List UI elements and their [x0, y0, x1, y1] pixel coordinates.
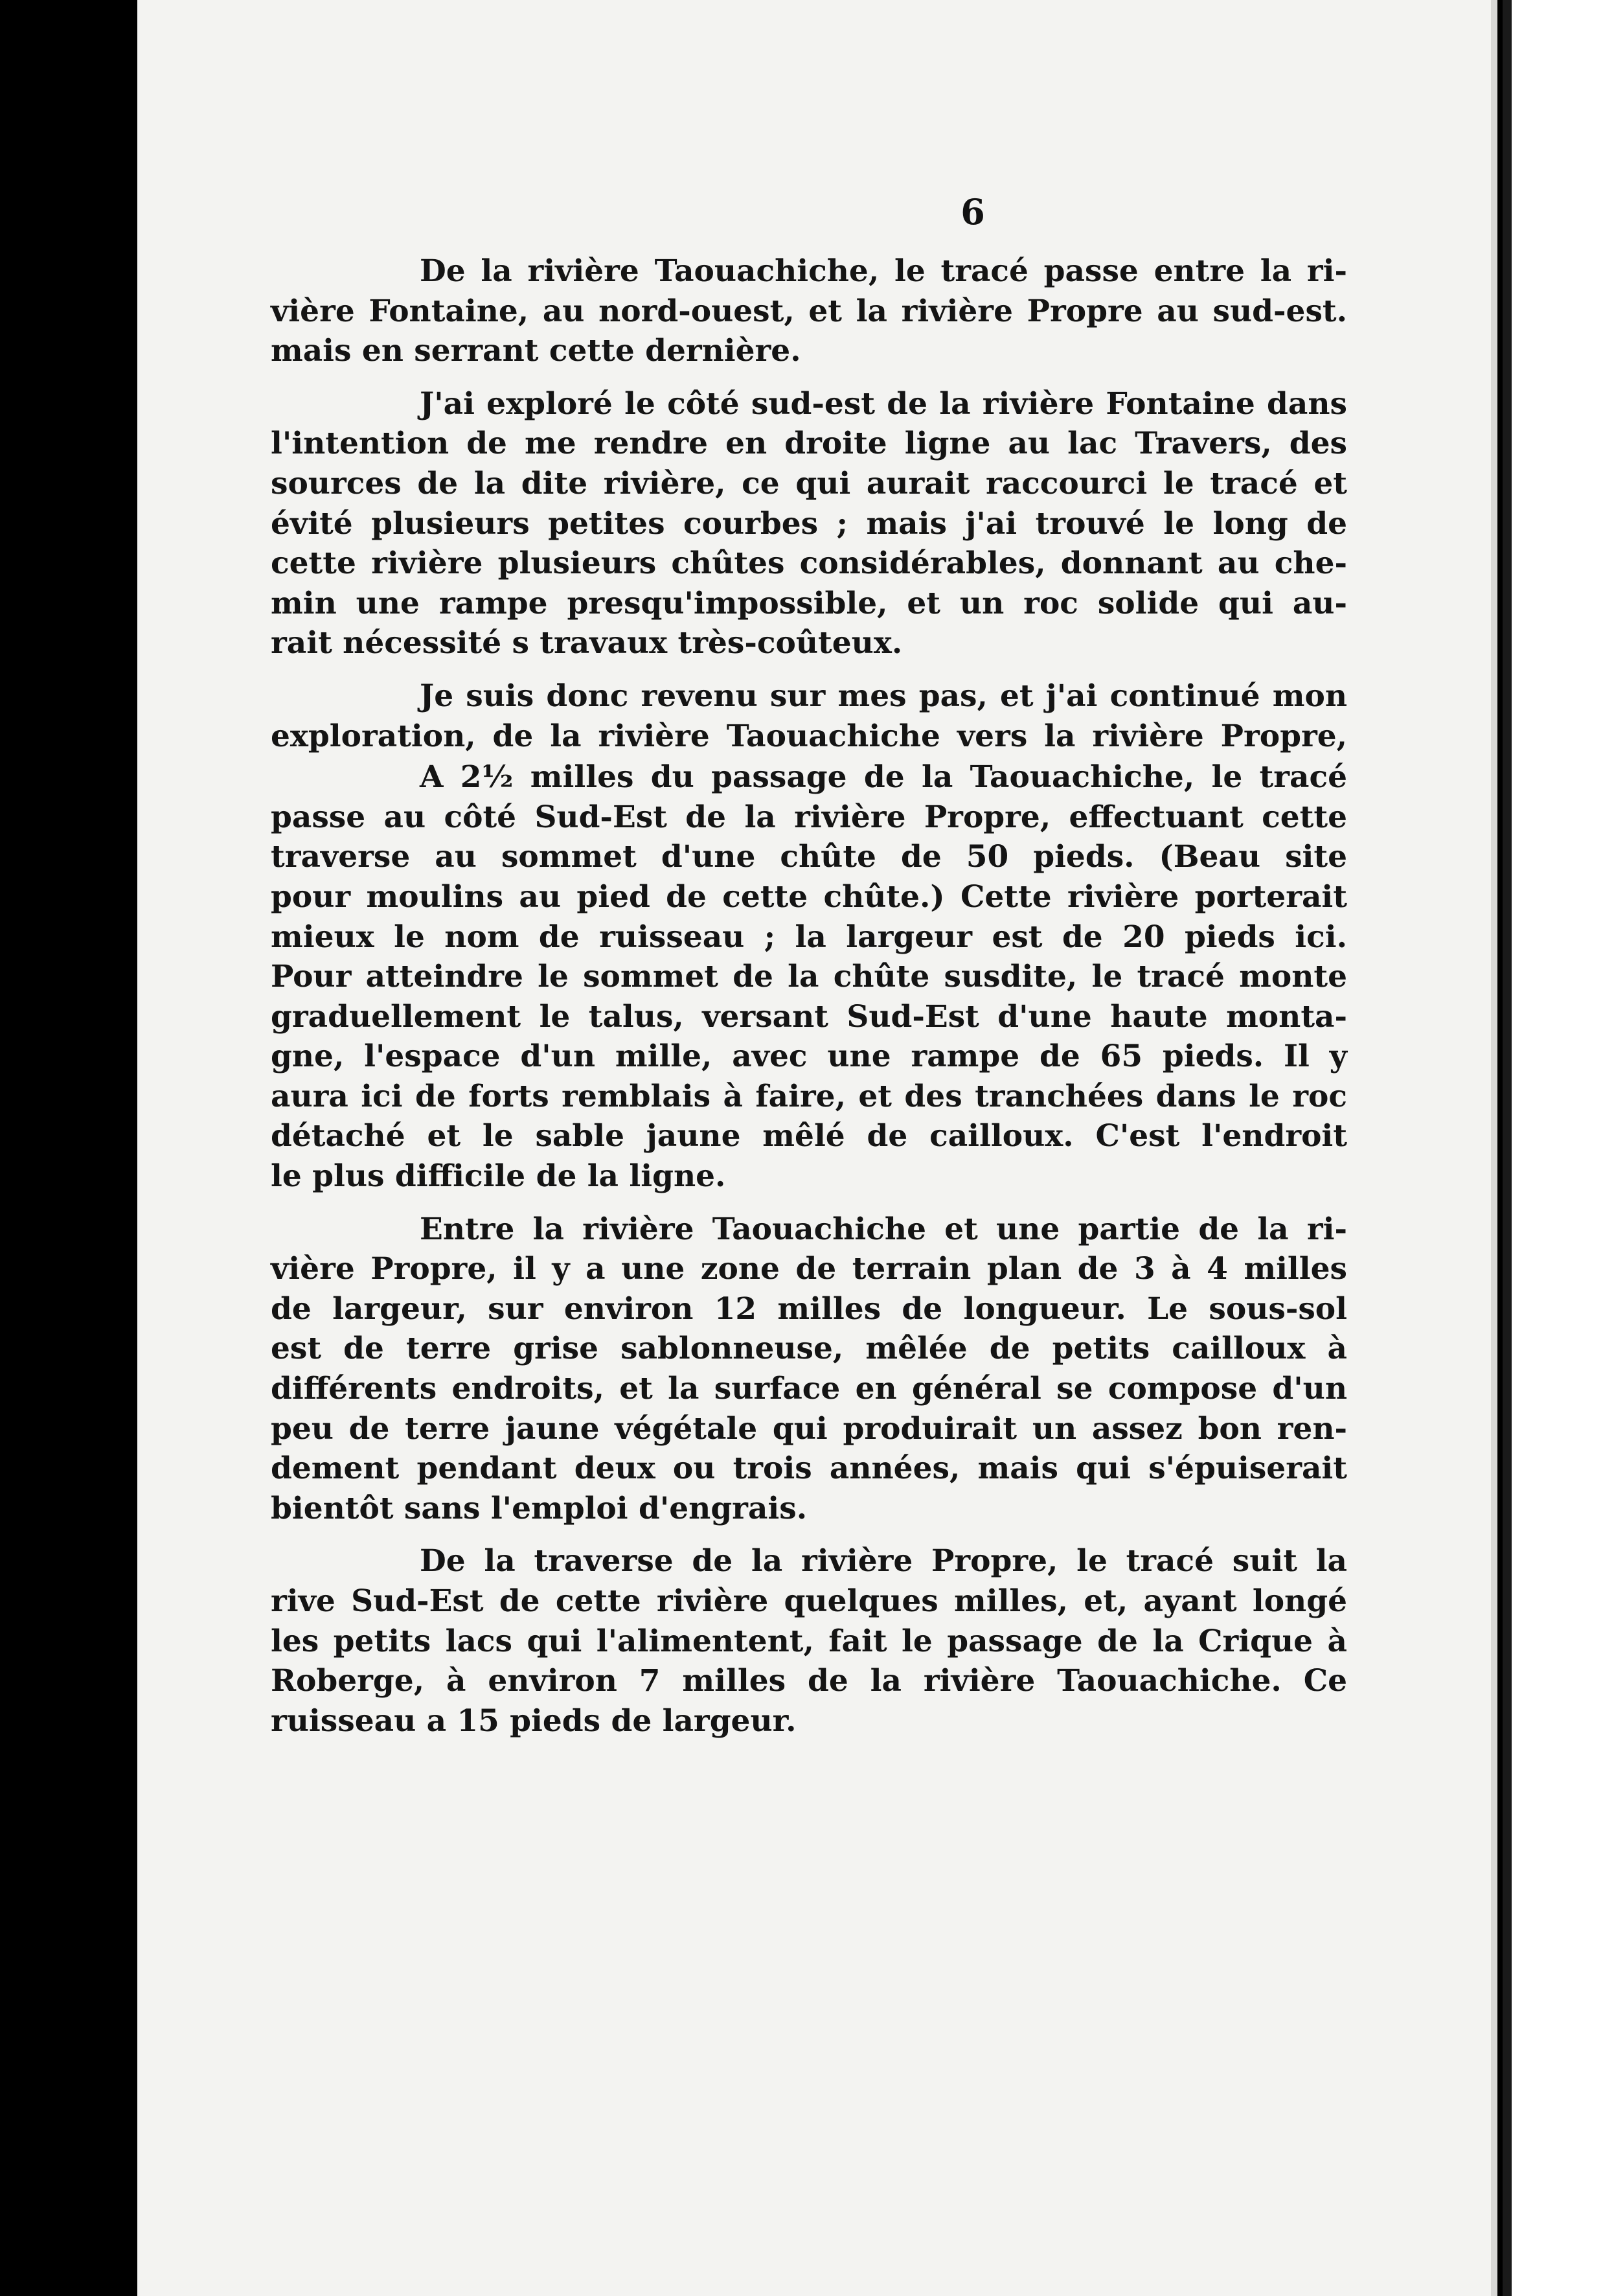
paragraph-1 — [271, 251, 1347, 371]
text-line: détaché et le sable jaune mêlé de cailloux. C'est l'endroit — [271, 1118, 1347, 1154]
text-line: mais en serrant cette dernière. — [271, 333, 801, 369]
text-line: De la traverse de la rivière Propre, le tracé suit la — [420, 1543, 1347, 1579]
text-line: dement pendant deux ou trois années, mais qui s'épuiserait — [271, 1451, 1347, 1487]
text-line: Pour atteindre le sommet de la chûte susdite, le tracé monte — [271, 959, 1347, 995]
page-edge-shadow — [1503, 0, 1512, 2296]
text-line: vière Fontaine, au nord-ouest, et la rivière Propre au sud-est. — [271, 293, 1347, 329]
text-line: gne, l'espace d'un mille, avec une rampe de 65 pieds. Il y — [271, 1039, 1347, 1075]
body-text — [271, 251, 1347, 1754]
scan-margin — [1503, 0, 1614, 2296]
paragraph-3 — [271, 676, 1347, 756]
text-line: pour moulins au pied de cette chûte.) Cette rivière porterait — [271, 878, 1347, 915]
text-line: l'intention de me rendre en droite ligne au lac Travers, des — [271, 426, 1347, 462]
text-line: aura ici de forts remblais à faire, et des tranchées dans le roc — [271, 1078, 1347, 1114]
text-line: les petits lacs qui l'alimentent, fait le passage de la Crique à — [271, 1623, 1347, 1659]
text-line: Je suis donc revenu sur mes pas, et j'ai continué mon — [420, 678, 1347, 714]
text-line: exploration, de la rivière Taouachiche vers la rivière Propre, — [271, 718, 1347, 754]
page-number: 6 — [960, 191, 985, 233]
text-line: de largeur, sur environ 12 milles de longueur. Le sous-sol — [271, 1291, 1347, 1327]
text-line: passe au côté Sud-Est de la rivière Propre, effectuant cette — [271, 799, 1347, 835]
paragraph-6 — [271, 1541, 1347, 1741]
text-line: différents endroits, et la surface en général se compose d'un — [271, 1371, 1347, 1407]
text-line: J'ai exploré le côté sud-est de la rivière Fontaine dans — [420, 385, 1347, 422]
text-line: traverse au sommet d'une chûte de 50 pieds. (Beau site — [271, 839, 1347, 875]
text-line: graduellement le talus, versant Sud-Est d'une haute monta- — [271, 998, 1347, 1035]
text-line: peu de terre jaune végétale qui produirait un assez bon ren- — [271, 1410, 1347, 1447]
text-line: est de terre grise sablonneuse, mêlée de petits cailloux à — [271, 1331, 1347, 1367]
text-line: rait nécessité s travaux très-coûteux. — [271, 625, 903, 661]
text-line: De la rivière Taouachiche, le tracé passe entre la ri- — [420, 253, 1347, 289]
text-line: A 2½ milles du passage de la Taouachiche, le tracé — [420, 759, 1347, 796]
text-line: cette rivière plusieurs chûtes considérables, donnant au che- — [271, 545, 1347, 582]
text-line: min une rampe presqu'impossible, et un roc solide qui au- — [271, 585, 1347, 621]
text-line: sources de la dite rivière, ce qui aurait raccourci le tracé et — [271, 465, 1347, 501]
text-line: mieux le nom de ruisseau ; la largeur est de 20 pieds ici. — [271, 919, 1347, 955]
text-line: bientôt sans l'emploi d'engrais. — [271, 1490, 808, 1526]
text-line: vière Propre, il y a une zone de terrain plan de 3 à 4 milles — [271, 1251, 1347, 1287]
text-line: le plus difficile de la ligne. — [271, 1158, 726, 1195]
paragraph-2 — [271, 384, 1347, 663]
paragraph-4 — [271, 757, 1347, 1197]
text-line: ruisseau a 15 pieds de largeur. — [271, 1703, 797, 1739]
paragraph-5 — [271, 1210, 1347, 1529]
text-line: évité plusieurs petites courbes ; mais j'ai trouvé le long de — [271, 505, 1347, 542]
text-line: Roberge, à environ 7 milles de la rivière Taouachiche. Ce — [271, 1663, 1347, 1699]
text-line: rive Sud-Est de cette rivière quelques milles, et, ayant longé — [271, 1583, 1347, 1619]
text-line: Entre la rivière Taouachiche et une partie de la ri- — [420, 1211, 1347, 1247]
